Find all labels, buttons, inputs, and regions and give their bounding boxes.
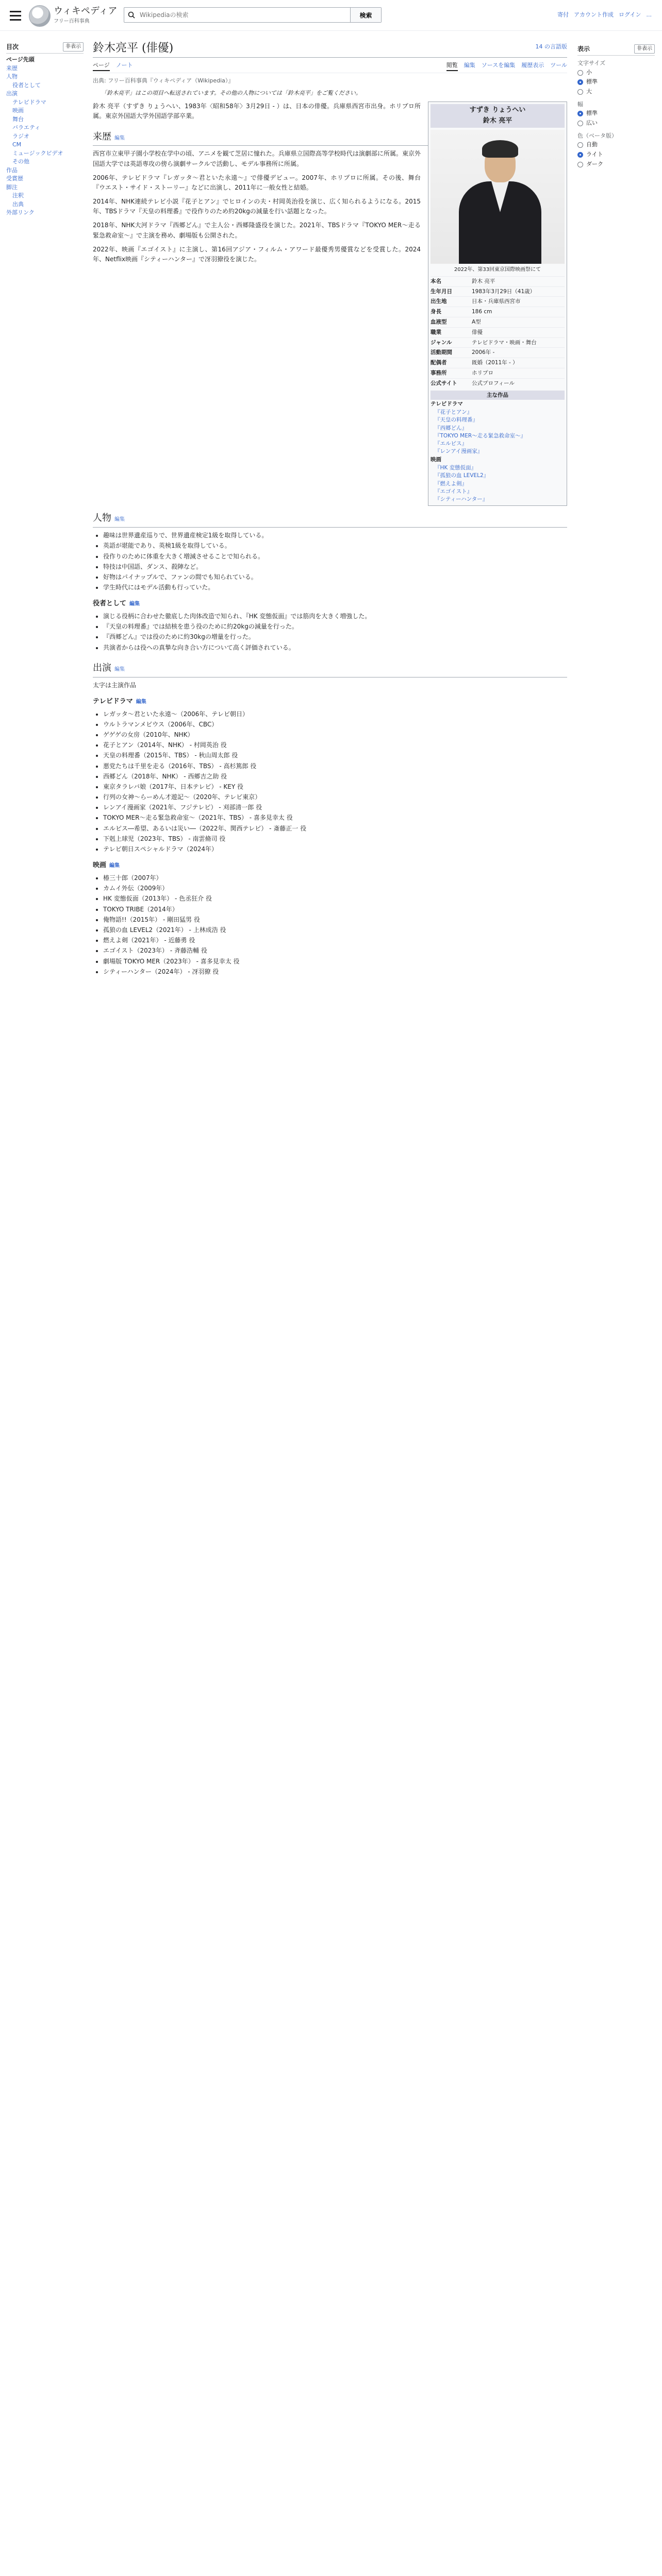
history-paragraph: 2006年、テレビドラマ『レガッタ〜君といた永遠〜』で俳優デビュー。2007年、ホリプロに所属。その後、舞台『ウエスト・サイド・ストーリー』などに出演し、2011年に一般女性と結婚。: [93, 174, 421, 191]
actor-list: [93, 612, 567, 653]
edit-link[interactable]: 編集: [114, 517, 125, 523]
person-item: • 好物はパイナップルで、ファンの間でも知られている。: [103, 572, 567, 582]
text-size-option[interactable]: [577, 68, 655, 78]
infobox-key: 身長: [431, 309, 441, 315]
film-item: • カムイ外伝（2009年）: [103, 884, 567, 893]
appearance-panel: [577, 41, 655, 169]
radio-icon: [577, 70, 583, 76]
person-item: • 学生時代にはモデル活動も行っていた。: [103, 583, 567, 592]
tab-history[interactable]: 履歴表示: [521, 62, 544, 69]
infobox-key: ジャンル: [431, 339, 452, 346]
donate-link[interactable]: 寄付: [557, 11, 569, 18]
infobox-work-link[interactable]: 『天皇の料理番』: [435, 417, 478, 423]
infobox-work-link[interactable]: 『西郷どん』: [435, 425, 467, 431]
tv-drama-list: [93, 709, 567, 855]
search-button[interactable]: 検索: [350, 8, 381, 22]
text-size-option[interactable]: [577, 77, 655, 87]
infobox-key: 生年月日: [431, 288, 452, 295]
tv-drama-item: • 行列の女神〜らーめん才遊記〜（2020年、テレビ東京）: [103, 792, 567, 802]
infobox-work-link[interactable]: 『孤狼の血 LEVEL2』: [435, 472, 489, 479]
section-heading-film: 映画 編集: [93, 861, 120, 870]
toc-item[interactable]: 人物: [6, 73, 18, 80]
film-item: • シティーハンター（2024年） - 冴羽獠 役: [103, 967, 567, 977]
infobox-row: [431, 378, 565, 388]
film-item: • 劇場版 TOKYO MER（2023年） - 喜多見幸太 役: [103, 957, 567, 967]
toc-item[interactable]: 来歴: [6, 64, 18, 72]
film-item: • 俺物語!!（2015年） - 剛田猛男 役: [103, 915, 567, 925]
color-option[interactable]: [577, 160, 655, 170]
film-item: • TOKYO TRIBE（2014年）: [103, 905, 567, 914]
search-input[interactable]: [139, 8, 350, 22]
search-icon: [124, 8, 139, 22]
toc-item[interactable]: 作品: [6, 166, 18, 174]
table-of-contents: [6, 41, 84, 217]
page-title: 鈴木亮平 (俳優): [93, 42, 174, 55]
person-list: [93, 531, 567, 592]
site-tagline: フリー百科事典: [54, 19, 90, 24]
infobox-value: 鈴木 亮平: [472, 278, 495, 284]
toc-item[interactable]: ミュージックビデオ: [12, 149, 63, 157]
lead-paragraph: 鈴木 亮平（すずき りょうへい、1983年〈昭和58年〉3月29日 - ）は、日本の俳優。兵庫県西宮市出身。ホリプロ所属。東京外国語大学外国語学部卒業。: [93, 103, 421, 120]
film-item: • HK 変態仮面（2013年） - 色丞狂介 役: [103, 894, 567, 904]
toc-item[interactable]: テレビドラマ: [12, 98, 46, 106]
infobox-value: 俳優: [472, 329, 483, 335]
infobox-value: 186 cm: [472, 309, 492, 315]
infobox-work-link[interactable]: 『TOKYO MER〜走る緊急救命室〜』: [435, 432, 526, 439]
infobox-value: A型: [472, 318, 481, 325]
infobox-value: ホリプロ: [472, 369, 493, 376]
infobox-work-link[interactable]: 『燃えよ剣』: [435, 480, 467, 487]
toc-item[interactable]: 注釈: [12, 192, 24, 199]
tv-drama-item: • テレビ朝日スペシャルドラマ（2024年）: [103, 844, 567, 854]
section-heading-appearances: 出演 編集: [93, 661, 567, 677]
tv-drama-item: • 東京タラレバ娘（2017年、日本テレビ） - KEY 役: [103, 782, 567, 792]
infobox-film-label: 映画: [431, 456, 441, 463]
language-button[interactable]: 14 の言語版: [535, 43, 567, 50]
color-option-label: 自動: [586, 141, 598, 148]
person-item: • 趣味は世界遺産巡りで、世界遺産検定1級を取得している。: [103, 531, 567, 540]
width-option-label: 標準: [586, 110, 598, 117]
infobox-value: 日本・兵庫県西宮市: [472, 298, 521, 305]
toc-item[interactable]: 脚注: [6, 183, 18, 191]
infobox-row: [431, 347, 565, 358]
infobox-row: [431, 286, 565, 297]
color-label: 色（ベータ版）: [577, 132, 617, 139]
text-size-option-label: 大: [586, 88, 592, 95]
toc-item[interactable]: 出典: [12, 200, 24, 208]
site-wordmark[interactable]: ウィキペディア: [54, 6, 118, 16]
film-item: • エゴイスト（2023年） - 斉藤浩輔 役: [103, 946, 567, 956]
film-item: • 孤狼の血 LEVEL2（2021年） - 上林成浩 役: [103, 925, 567, 935]
section-heading-person: 人物 編集: [93, 511, 567, 528]
infobox-key: 活動期間: [431, 349, 452, 356]
text-size-option-label: 小: [586, 69, 592, 76]
tab-tools[interactable]: ツール: [550, 62, 567, 69]
infobox-work-link[interactable]: 『レンアイ漫画家』: [435, 448, 483, 455]
toc-item[interactable]: CM: [12, 141, 22, 148]
tv-drama-item: • レンアイ漫画家（2021年、フジテレビ） - 刈部清一郎 役: [103, 803, 567, 812]
text-size-option-label: 標準: [586, 78, 598, 86]
toc-item[interactable]: 受賞歴: [6, 175, 23, 182]
toc-item[interactable]: その他: [12, 158, 29, 165]
infobox-row: [431, 317, 565, 327]
infobox-key: 配偶者: [431, 360, 447, 366]
section-heading-tvdrama: テレビドラマ 編集: [93, 697, 146, 705]
appearances-note: 太字は主演作品: [93, 681, 137, 689]
infobox-works-heading: 主な作品: [431, 391, 565, 400]
width-option[interactable]: [577, 118, 655, 128]
radio-icon: [577, 121, 583, 126]
toc-item[interactable]: 出演: [6, 90, 18, 97]
text-size-option[interactable]: [577, 87, 655, 97]
infobox-row: [431, 337, 565, 348]
edit-link[interactable]: 編集: [114, 135, 125, 141]
appearance-hide-button[interactable]: 非表示: [634, 44, 655, 54]
history-paragraph: 西宮市立東甲子園小学校在学中の頃、アニメを観て芝居に憧れた。兵庫県立国際高等学校時代は演劇部に所属。東京外国語大学では英語専攻の傍ら演劇サークルで活動し、モデル事務所に所属。: [93, 150, 421, 167]
width-option[interactable]: [577, 109, 655, 118]
radio-icon: [577, 152, 583, 158]
toc-item[interactable]: バラエティ: [12, 124, 41, 131]
actor-item: • 演じる役柄に合わせた徹底した肉体改造で知られ、『HK 変態仮面』では筋肉を大きく増強した。: [103, 612, 567, 621]
hatnote: 「鈴木亮平」はこの項目へ転送されています。その他の人物については「鈴木亮平」をご覧ください。: [101, 89, 361, 96]
infobox-film-works: [431, 464, 565, 503]
infobox-rows: [431, 276, 565, 388]
color-option-label: ライト: [586, 151, 603, 158]
infobox-row: [431, 276, 565, 286]
more-menu-button[interactable]: ...: [646, 11, 652, 18]
tv-drama-item: • エルピス―希望、あるいは災い―（2022年、関西テレビ） - 斎藤正一 役: [103, 824, 567, 834]
radio-icon: [577, 79, 583, 85]
color-option[interactable]: [577, 140, 655, 150]
infobox-key: 本名: [431, 278, 441, 284]
title-row: [93, 37, 567, 58]
infobox-row: [431, 327, 565, 337]
infobox-tv-label: テレビドラマ: [431, 401, 463, 408]
wikipedia-globe-logo[interactable]: [29, 5, 51, 27]
person-item: • 英語が堪能であり、英検1級を取得している。: [103, 541, 567, 551]
infobox-tv-works: [431, 409, 565, 455]
color-options: [577, 140, 655, 169]
tv-drama-item: • 悪党たちは千里を走る（2016年、TBS） - 高杉篤郎 役: [103, 761, 567, 771]
person-item: • 特技は中国語、ダンス、殺陣など。: [103, 562, 567, 572]
edit-link[interactable]: 編集: [114, 666, 125, 672]
infobox-key: 事務所: [431, 369, 447, 376]
tv-drama-item: • 天皇の料理番（2015年、TBS） - 秋山周太郎 役: [103, 751, 567, 760]
toc-item[interactable]: 映画: [12, 107, 24, 114]
user-links: [557, 10, 652, 20]
page-source-note: 出典: フリー百科事典『ウィキペディア（Wikipedia）』: [93, 77, 234, 84]
radio-icon: [577, 142, 583, 148]
person-item: • 役作りのために体重を大きく増減させることで知られる。: [103, 552, 567, 562]
tab-edit[interactable]: 編集: [464, 62, 475, 69]
toc-item[interactable]: 舞台: [12, 115, 24, 123]
toc-hide-button[interactable]: 非表示: [63, 42, 84, 52]
appearance-heading: [577, 44, 655, 56]
infobox-key: 職業: [431, 329, 441, 335]
radio-icon: [577, 162, 583, 167]
infobox-row: [431, 358, 565, 368]
photo-caption: 2022年、第33回東京国際映画祭にて: [454, 266, 541, 273]
tab-talk[interactable]: ノート: [115, 62, 133, 69]
infobox: [428, 101, 567, 506]
infobox-value: 2006年 -: [472, 349, 495, 356]
toc-item[interactable]: ページ先頭: [6, 56, 35, 63]
text-size-options: [577, 68, 655, 97]
tv-drama-item: • TOKYO MER〜走る緊急救命室〜（2021年、TBS） - 喜多見幸太 役: [103, 813, 567, 823]
toc-item[interactable]: ラジオ: [12, 132, 29, 140]
infobox-work-link[interactable]: 『シティーハンター』: [435, 496, 488, 503]
toc-title: 目次: [6, 43, 19, 50]
page-tabs: [93, 58, 567, 73]
tab-page[interactable]: ページ: [93, 61, 110, 71]
infobox-key: 血液型: [431, 318, 447, 325]
infobox-name: すずき りょうへい 鈴木 亮平: [431, 104, 565, 128]
main-menu-button[interactable]: [8, 8, 23, 23]
main-content: [93, 37, 567, 981]
infobox-work-link[interactable]: 『花子とアン』: [435, 409, 473, 416]
history-paragraph: 2018年、NHK大河ドラマ『西郷どん』で主人公・西郷隆盛役を演じた。2021年、TBSドラマ『TOKYO MER〜走る緊急救命室〜』で主演を務め、劇場版も公開された。: [93, 222, 421, 239]
tv-drama-item: • ゲゲゲの女房（2010年、NHK）: [103, 730, 567, 740]
edit-link[interactable]: 編集: [109, 863, 120, 869]
site-header: [0, 0, 662, 31]
infobox-row: [431, 368, 565, 378]
radio-icon: [577, 89, 583, 95]
color-option[interactable]: [577, 150, 655, 160]
tv-drama-item: • 西郷どん（2018年、NHK） - 西郷吉之助 役: [103, 772, 567, 782]
portrait-photo[interactable]: [431, 130, 565, 264]
toc-list: [6, 56, 84, 217]
tv-drama-item: • 花子とアン（2014年、NHK） - 村岡英治 役: [103, 740, 567, 750]
infobox-work-link[interactable]: 『エルピス』: [435, 440, 467, 447]
film-item: • 椿三十郎（2007年）: [103, 873, 567, 883]
infobox-value: テレビドラマ・映画・舞台: [472, 339, 537, 346]
film-item: • 燃えよ剣（2021年） - 近藤勇 役: [103, 936, 567, 945]
width-label: 幅: [577, 100, 583, 108]
toc-item[interactable]: 外部リンク: [6, 209, 35, 216]
infobox-key: 出生地: [431, 298, 447, 305]
login-link[interactable]: ログイン: [619, 11, 641, 18]
toc-item[interactable]: 役者として: [12, 81, 41, 89]
infobox-value: 1983年3月29日（41歳）: [472, 288, 536, 295]
width-options: [577, 109, 655, 128]
history-paragraph: 2022年、映画『エゴイスト』に主演し、第16回アジア・フィルム・アワード最優秀男優賞などを受賞した。2024年、Netflix映画『シティーハンター』で冴羽獠役を演じた。: [93, 245, 421, 263]
film-list: [93, 873, 567, 977]
history-paragraph: 2014年、NHK連続テレビ小説『花子とアン』でヒロインの夫・村岡英治役を演じ、広く知られるようになる。2015年、TBSドラマ『天皇の料理番』で役作りのため約20kgの減量を行い話題となった。: [93, 198, 421, 215]
infobox-row: [431, 307, 565, 317]
actor-item: • 共演者からは役への真摯な向き合い方について高く評価されている。: [103, 643, 567, 653]
edit-link[interactable]: 編集: [136, 699, 146, 705]
actor-item: • 『天皇の料理番』では結核を患う役のために約20kgの減量を行った。: [103, 622, 567, 632]
actor-item: • 『西郷どん』では役のために約30kgの増量を行った。: [103, 632, 567, 642]
infobox-key: 公式サイト: [431, 380, 457, 386]
tab-read[interactable]: 閲覧: [446, 61, 458, 71]
infobox-row: [431, 296, 565, 307]
edit-link[interactable]: 編集: [129, 601, 140, 607]
infobox-value: 既婚（2011年 - ）: [472, 360, 518, 366]
tv-drama-item: • 下剋上球児（2023年、TBS） - 南雲脩司 役: [103, 834, 567, 844]
section-heading-history: 来歴 編集: [93, 130, 567, 146]
search-box: [124, 7, 382, 23]
infobox-work-link[interactable]: 『エゴイスト』: [435, 488, 473, 495]
color-option-label: ダーク: [586, 160, 603, 167]
tab-edit-source[interactable]: ソースを編集: [481, 62, 516, 69]
toc-heading: [6, 41, 84, 54]
width-option-label: 広い: [586, 120, 598, 127]
tv-drama-item: • ウルトラマンメビウス（2006年、CBC）: [103, 720, 567, 730]
section-heading-actor: 役者として 編集: [93, 600, 140, 608]
infobox-work-link[interactable]: 『HK 変態仮面』: [435, 465, 477, 471]
text-size-label: 文字サイズ: [577, 60, 606, 67]
create-account-link[interactable]: アカウント作成: [574, 11, 614, 18]
infobox-value: 公式プロフィール: [472, 380, 515, 386]
appearance-title: 表示: [577, 45, 590, 53]
tv-drama-item: • レガッタ〜君といた永遠〜（2006年、テレビ朝日）: [103, 709, 567, 719]
radio-icon: [577, 111, 583, 116]
